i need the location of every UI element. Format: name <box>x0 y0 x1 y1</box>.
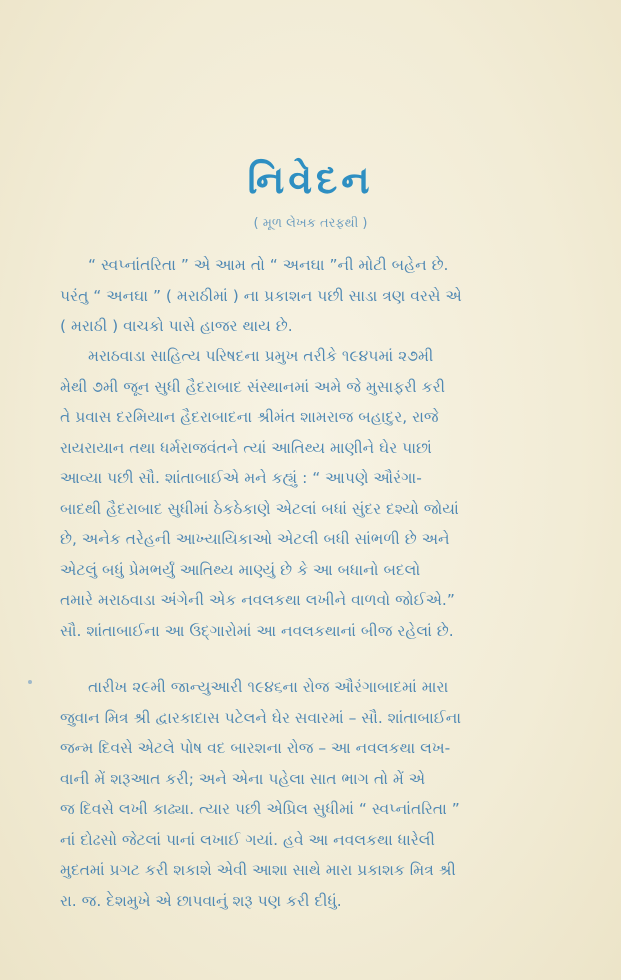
paragraph-line: નાં દોઢસો જેટલાં પાનાં લખાઈ ગયાં. હવે આ નવલકથા ધારેલી <box>60 830 435 849</box>
paragraph-line: જ દિવસે લખી કાઢ્યા. ત્યાર પછી એપ્રિલ સુધીમાં “ સ્વપ્નાંતરિતા ” <box>60 800 460 818</box>
paragraph-line: જન્મ દિવસે એટલે પોષ વદ બારશના રોજ – આ નવલકથા લખ- <box>60 739 451 757</box>
paragraph-line: આવ્યા પછી સૌ. શાંતાબાઈએ મને કહ્યું : “ આપણે ઔરંગા- <box>60 469 422 487</box>
margin-dot <box>28 680 32 684</box>
paragraph-line: એટલું બધું પ્રેમભર્યું આતિથ્ય માણ્યું છે કે આ બધાનો બદલો <box>60 560 421 579</box>
paragraph-line: સૌ. શાંતાબાઈના આ ઉદ્ગારોમાં આ નવલકથાનાં બીજ રહેલાં છે. <box>60 621 454 640</box>
paragraph-3 <box>60 672 593 916</box>
paragraph-line: મુદતમાં પ્રગટ કરી શકાશે એવી આશા સાથે મારા પ્રકાશક મિત્ર શ્રી <box>60 861 456 879</box>
paragraph-1 <box>60 250 593 342</box>
paragraph-line: તે પ્રવાસ દરમિયાન હૈદરાબાદના શ્રીમંત શામરાજ બહાદુર, રાજે <box>60 408 439 426</box>
paragraph-line: ( મરાઠી ) વાચકો પાસે હાજર થાય છે. <box>60 317 293 335</box>
page-subtitle: ( મૂળ લેખક તરફથી ) <box>253 216 368 231</box>
paragraph-line: રા. જ. દેશમુખે એ છાપવાનું શરૂ પણ કરી દીધું. <box>60 891 342 910</box>
paragraph-line: પરંતુ “ અનઘા ” ( મરાઠીમાં ) ના પ્રકાશન પછી સાડા ત્રણ વરસે એ <box>60 286 462 305</box>
paragraph-line: તારીખ ૨૯મી જાન્યુઆરી ૧૯૪૬ના રોજ ઔરંગાબાદમાં મારા <box>88 678 449 696</box>
paragraph-line: મરાઠવાડા સાહિત્ય પરિષદના પ્રમુખ તરીકે ૧૯૪૫માં ૨૭મી <box>88 347 434 365</box>
paragraph-line: મેથી ૭મી જૂન સુધી હૈદરાબાદ સંસ્થાનમાં અમે જે મુસાફરી કરી <box>60 377 446 396</box>
paragraph-line: “ સ્વપ્નાંતરિતા ” એ આમ તો “ અનઘા ”ની મોટી બહેન છે. <box>88 256 449 274</box>
page-title: નિવેદન <box>247 158 374 202</box>
paragraph-line: વાની મેં શરૂઆત કરી; અને એના પહેલા સાત ભાગ તો મેં એ <box>60 769 426 788</box>
paragraph-2 <box>60 341 593 646</box>
paragraph-line: છે, અનેક તરેહની આખ્યાયિકાઓ એટલી બધી સાંભળી છે અને <box>60 530 450 548</box>
paragraph-line: જુવાન મિત્ર શ્રી દ્વારકાદાસ પટેલને ઘેર સવારમાં – સૌ. શાંતાબાઈના <box>60 708 462 727</box>
paragraph-line: બાદથી હૈદરાબાદ સુધીમાં ઠેકઠેકાણે એટલાં બધાં સુંદર દશ્યો જોયાં <box>60 499 459 518</box>
paragraph-line: તમારે મરાઠવાડા અંગેની એક નવલકથા લખીને વાળવો જોઈએ.” <box>60 591 455 609</box>
paragraph-line: રાયરાયાન તથા ધર્મરાજવંતને ત્યાં આતિથ્ય માણીને ઘેર પાછાં <box>60 438 432 457</box>
